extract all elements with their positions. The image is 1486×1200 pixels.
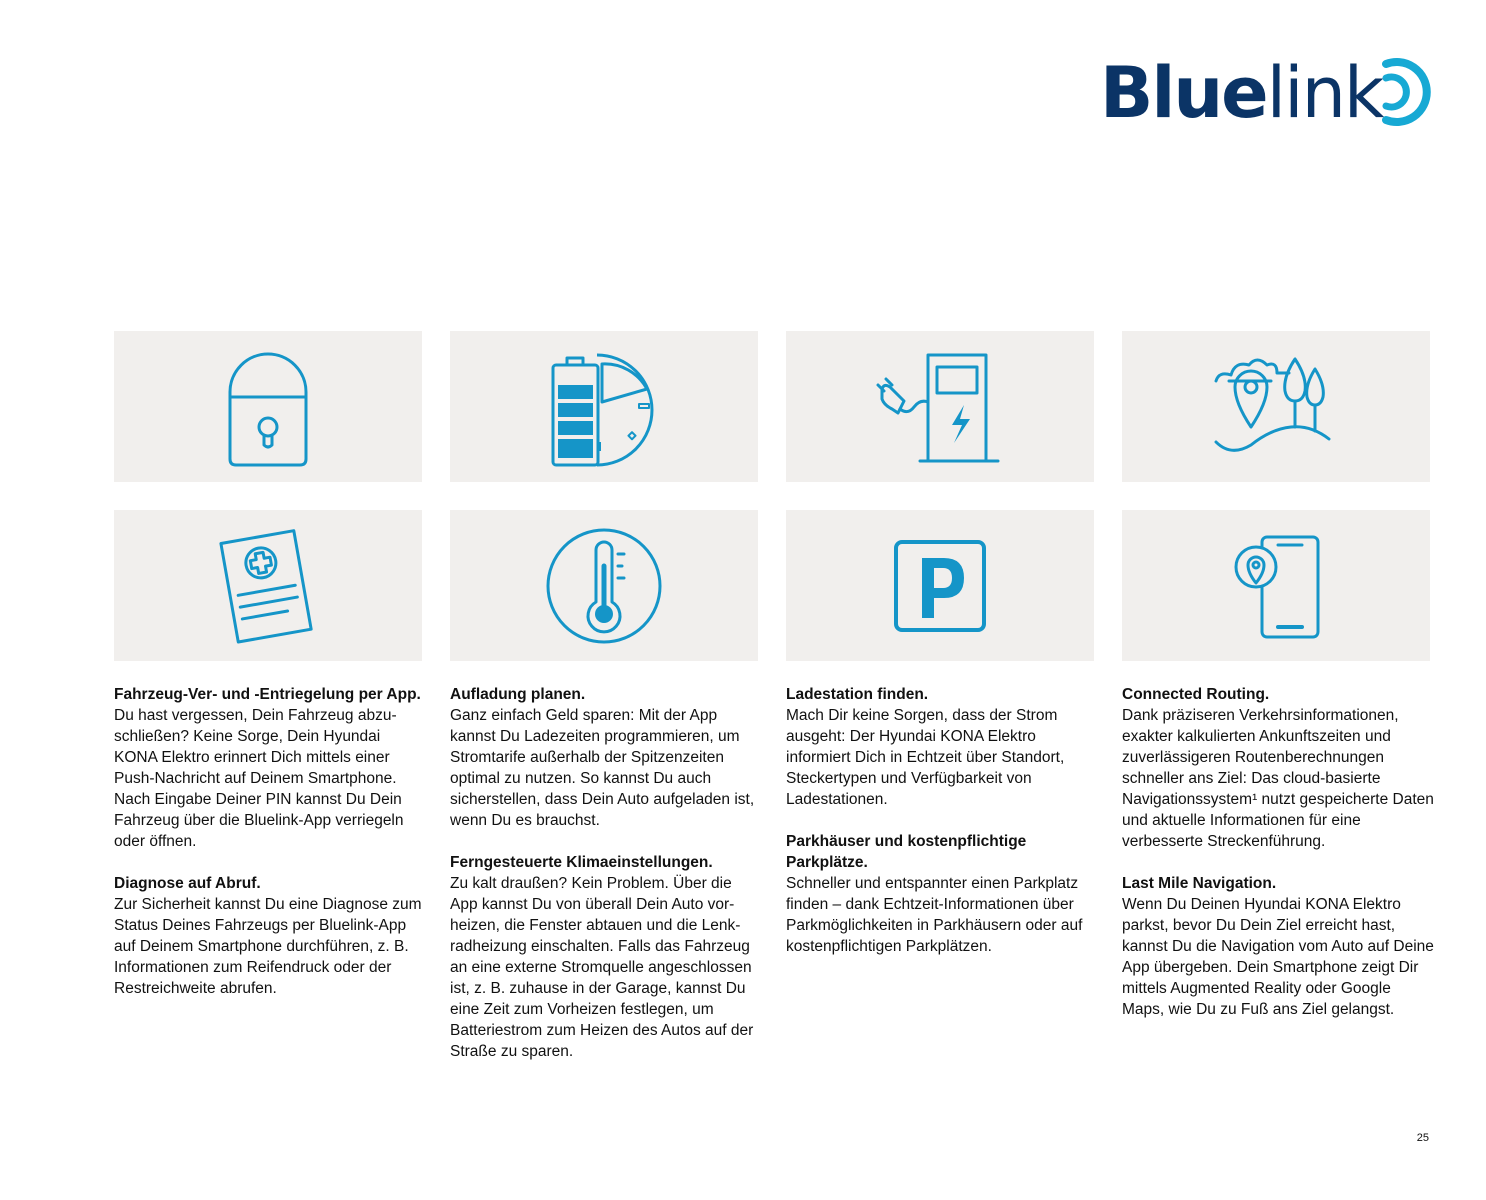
text-column-4 — [1122, 684, 1434, 1020]
section-heading: Ferngesteuerte Klimaeinstellungen. — [450, 854, 713, 871]
tile-battery-schedule — [450, 331, 758, 482]
section-body: Mach Dir keine Sorgen, dass der Strom ausgeht: Der Hyundai KONA Elektro informiert Dich in Echtzeit über Standort, Steckertypen und Verfügbarkeit von Ladestationen. — [786, 707, 1065, 808]
section-body: Wenn Du Deinen Hyundai KONA Elektro parkst, bevor Du Dein Ziel erreicht hast, kannst Du die Navigation vom Auto auf Deine App übergeben. Dein Smartphone zeigt Dir mittels Augmented Reality oder Google Maps, wie Du zu Fuß ans Ziel gelangst. — [1122, 896, 1434, 1018]
parking-icon — [890, 536, 990, 636]
tile-thermometer — [450, 510, 758, 661]
connect-arc-icon — [1372, 56, 1436, 128]
tile-parking — [786, 510, 1094, 661]
section-body: Schneller und entspannter einen Parkplatz finden – dank Echtzeit-Informationen über Parkmöglichkeiten in Parkhäusern oder auf kostenpflichtigen Parkplätzen. — [786, 875, 1083, 955]
section-body: Dank präziseren Verkehrsinformationen, exakter kalkulierten Ankunftszeiten und zuverlässigeren Routenberechnungen schneller ans Ziel: Das cloud-basierte Navigationssystem¹ nutzt gespeicherte Daten und aktuelle Informationen für eine verbesserte Streckenführung. — [1122, 707, 1434, 850]
section-heading: Aufladung planen. — [450, 686, 586, 703]
smartphone-location-icon — [1226, 531, 1326, 641]
text-column-3 — [786, 684, 1098, 957]
section-body: Zu kalt draußen? Kein Problem. Über die App kannst Du von überall Dein Auto vorheizen, die Fenster abtauen und die Lenkradheizung einschalten. Falls das Fahrzeug an eine externe Stromquelle angeschlossen ist, z. B. zuhause in der Garage, kannst Du eine Zeit zum Vorheizen festlegen, um Batteriestrom zum Heizen des Autos auf der Straße zu sparen. — [450, 875, 754, 1060]
logo-word-bold: Blue — [1100, 52, 1267, 134]
tile-lock — [114, 331, 422, 482]
medical-report-icon — [213, 526, 323, 646]
logo-wordmark — [1100, 52, 1382, 134]
section-body: Ganz einfach Geld sparen: Mit der App kannst Du Ladezeiten programmieren, um Stromtarife außerhalb der Spitzenzeiten optimal zu nutzen. So kannst Du auch sicherstellen, dass Dein Auto aufgeladen ist, wenn Du es brauchst. — [450, 707, 755, 829]
bluelink-logo — [1100, 52, 1440, 134]
charging-station-icon — [870, 347, 1010, 467]
text-column-1 — [114, 684, 426, 999]
section-heading: Diagnose auf Abruf. — [114, 875, 261, 892]
logo-word-light: link — [1266, 52, 1383, 134]
section-heading: Last Mile Navigation. — [1122, 875, 1277, 892]
location-landscape-icon — [1211, 347, 1341, 467]
section-body: Zur Sicherheit kannst Du eine Diagnose zum Status Deines Fahrzeugs per Bluelink-App auf Deinem Smartphone durchführen, z. B. Informationen zum Reifendruck oder der Restreichweite abrufen. — [114, 896, 422, 997]
section-heading: Parkhäuser und kostenpflichtige Parkplätze. — [786, 833, 1027, 871]
section-body: Du hast vergessen, Dein Fahrzeug abzuschließen? Keine Sorge, Dein Hyundai KONA Elektro erinnert Dich mittels einer Push-Nachricht auf Deinem Smartphone. Nach Eingabe Deiner PIN kannst Du Dein Fahrzeug über die Bluelink-App verriegeln oder öffnen. — [114, 707, 404, 850]
tile-charging-station — [786, 331, 1094, 482]
text-column-2 — [450, 684, 762, 1062]
section-heading: Fahrzeug-Ver- und -Entriegelung per App. — [114, 686, 421, 703]
lock-icon — [218, 347, 318, 467]
tile-location-landscape — [1122, 331, 1430, 482]
thermometer-icon — [544, 526, 664, 646]
section-heading: Connected Routing. — [1122, 686, 1270, 703]
battery-schedule-icon — [539, 347, 669, 467]
section-heading: Ladestation finden. — [786, 686, 929, 703]
page-number: 25 — [1416, 1132, 1429, 1144]
tile-medical-report — [114, 510, 422, 661]
tile-smartphone-location — [1122, 510, 1430, 661]
